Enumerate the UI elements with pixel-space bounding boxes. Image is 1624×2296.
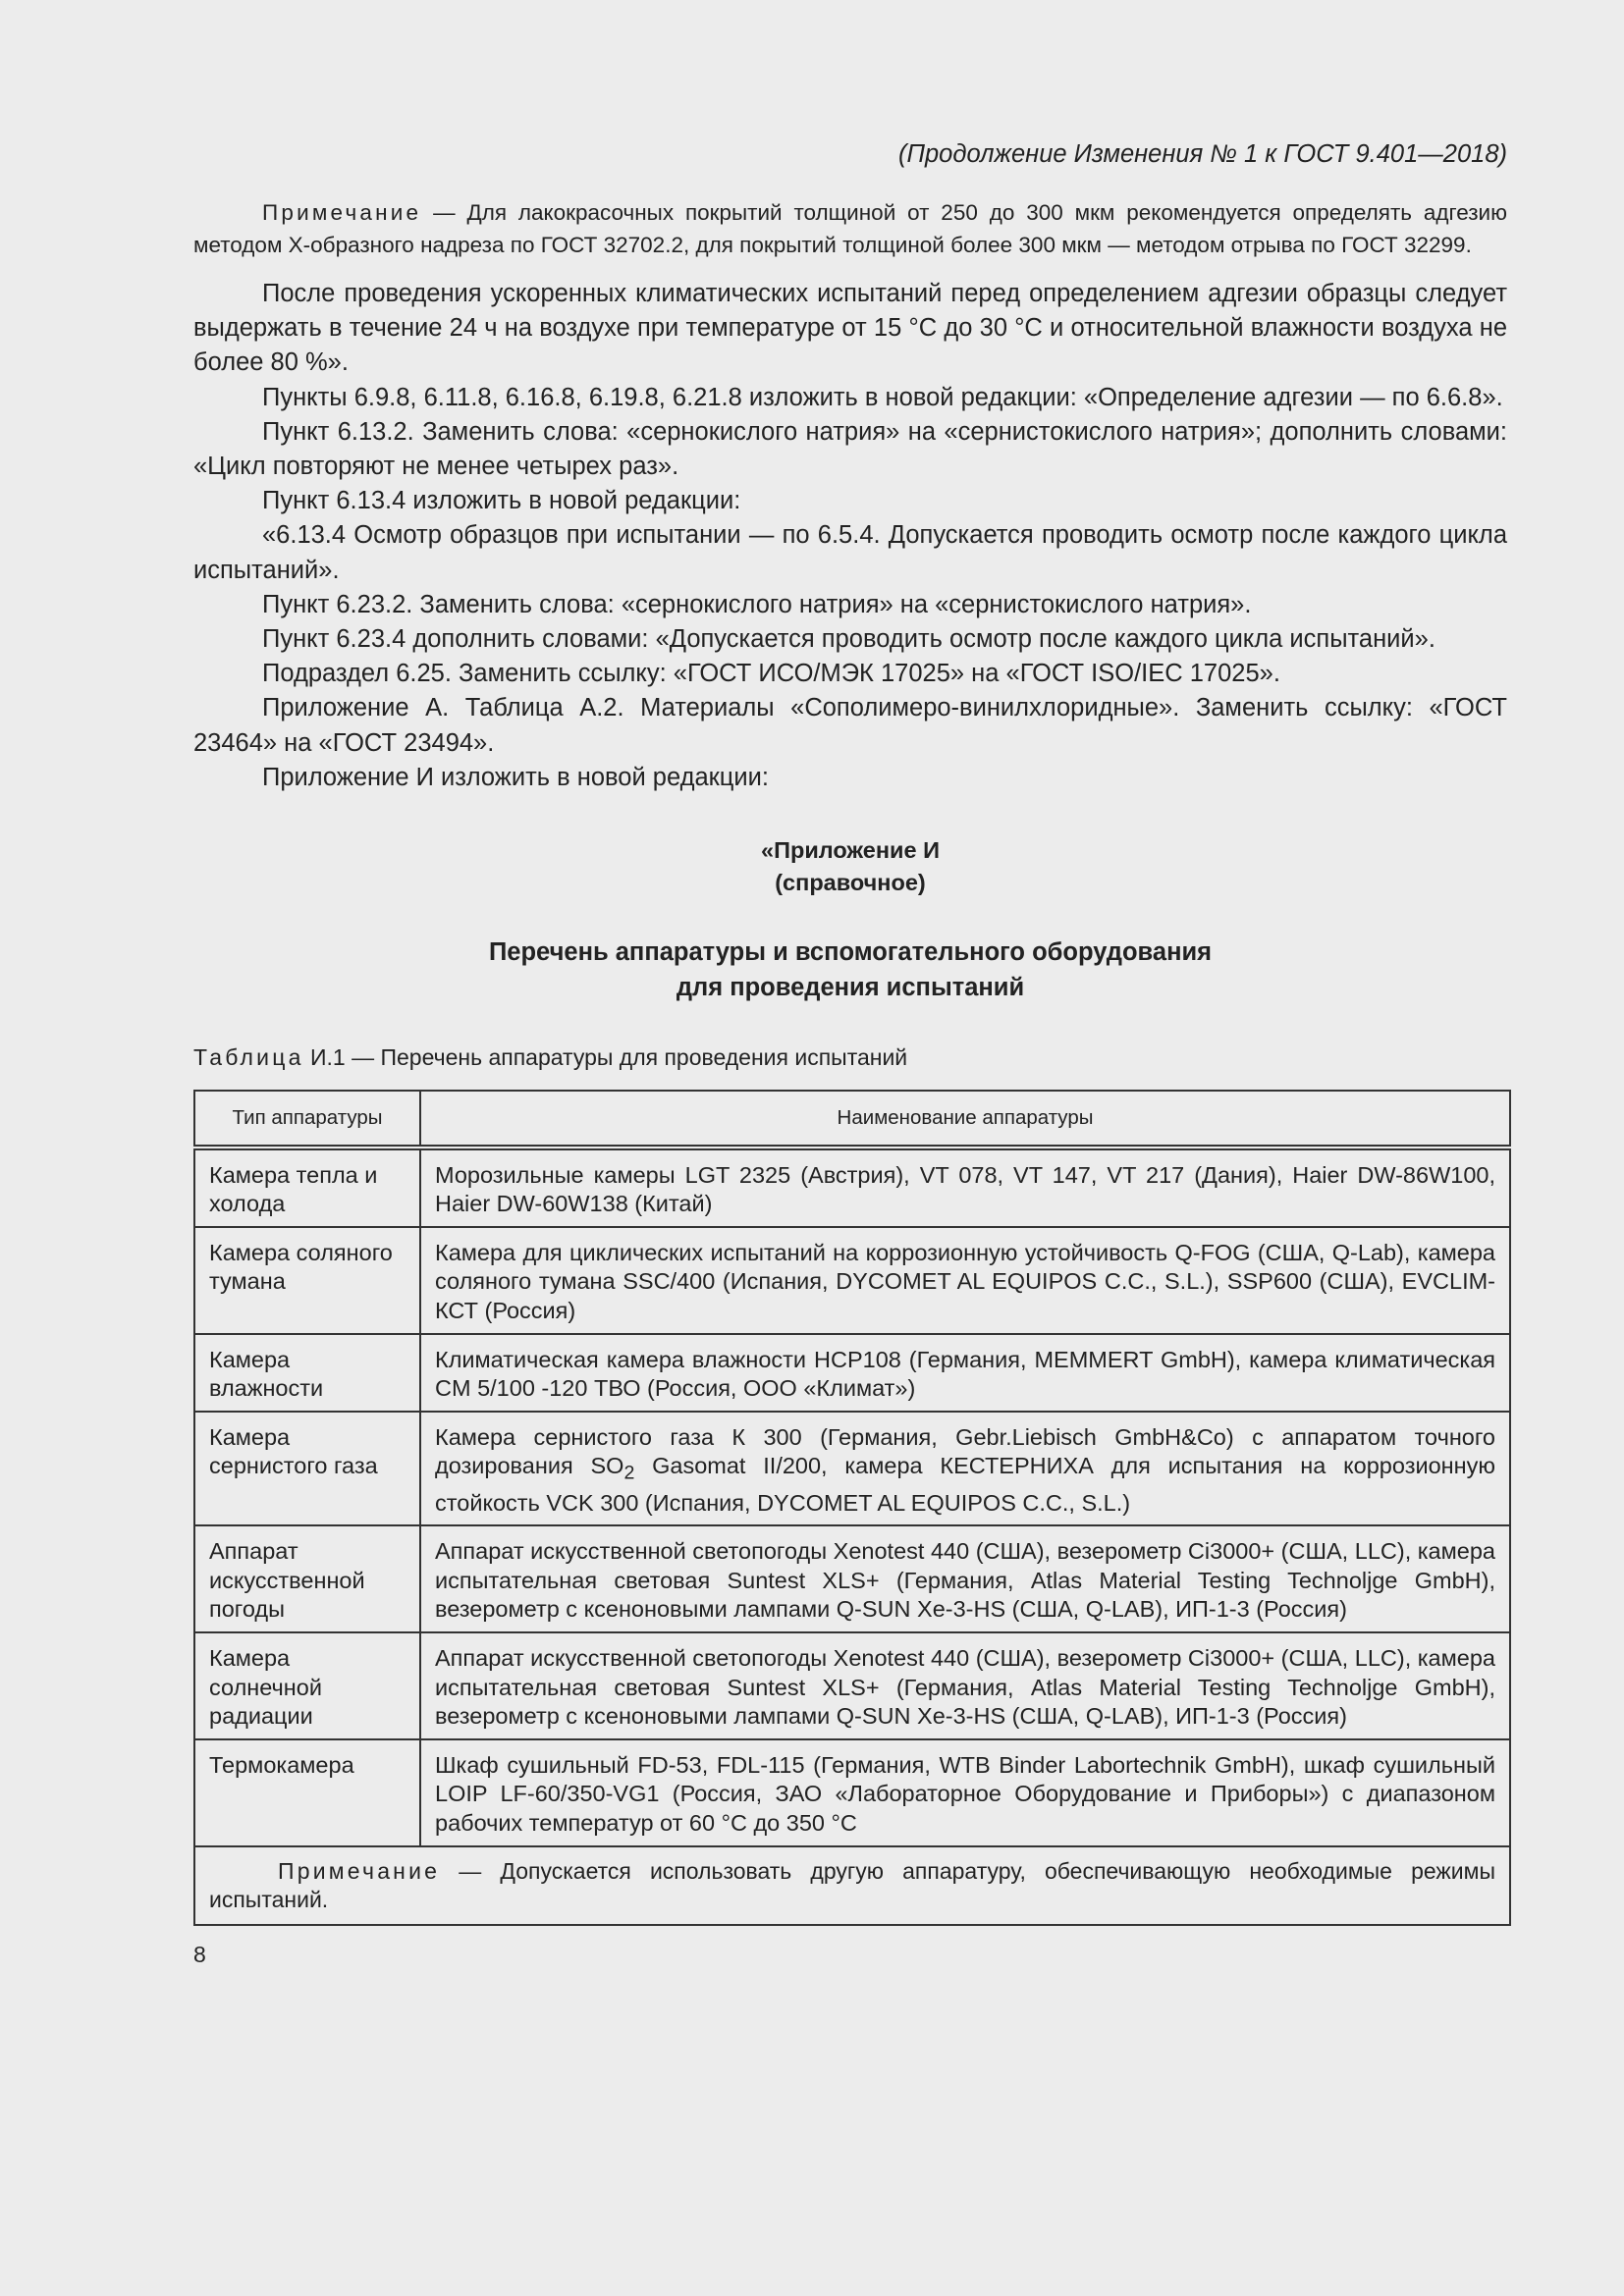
note-text: — Для лакокрасочных покрытий толщиной от 250 до 300 мкм рекомендуется определять адгезию методом Х-образного надреза по ГОСТ 32702.2, для покрытий толщиной более 300 мкм — методом отрыва по ГОСТ 32299. (193, 200, 1507, 257)
cell-type: Камера сернистого газа (194, 1412, 420, 1525)
paragraph-aging: После проведения ускоренных климатических испытаний перед определением адгезии образцы следует выдержать в течение 24 ч на воздухе при температуре от 15 °С до 30 °С и относительной влажности воздуха не более 80 %». (193, 280, 1507, 377)
title-line-1: Перечень аппаратуры и вспомогательного оборудования (488, 938, 1213, 967)
table-row (194, 1334, 1510, 1412)
page-content (193, 137, 1507, 1969)
table-note-label: Примечание (278, 1857, 441, 1884)
paragraph-item-6132: Пункт 6.13.2. Заменить слова: «сернокислого натрия» на «сернистокислого натрия»; дополнить словами: «Цикл повторяют не менее четырех раз». (193, 417, 1507, 481)
table-note (194, 1846, 1510, 1925)
note-label: Примечание (262, 200, 422, 225)
paragraph-subsection-625: Подраздел 6.25. Заменить ссылку: «ГОСТ ИСО/МЭК 17025» на «ГОСТ ISO/IEC 17025». (262, 660, 1280, 688)
paragraph-appendix-i: Приложение И изложить в новой редакции: (262, 763, 769, 791)
cell-type: Аппарат искусственной погоды (194, 1525, 420, 1632)
cell-name: Климатическая камера влажности HCP108 (Германия, MEMMERT GmbH), камера климатическая CM 5/100 -120 ТВО (Россия, ООО «Климат») (420, 1334, 1510, 1412)
cell-type: Термокамера (194, 1739, 420, 1846)
table-header-row (194, 1091, 1510, 1148)
appendix-status: (справочное) (775, 870, 926, 896)
paragraph-item-6134-text: «6.13.4 Осмотр образцов при испытании — по 6.5.4. Допускается проводить осмотр после каждого цикла испытаний». (193, 521, 1507, 584)
cell-name-part-1: Камера сернистого газа К 300 (Германия, Gebr.Liebisch GmbH&Co) с аппаратом точного дозирования SO (435, 1423, 1495, 1479)
paragraph-item-6234: Пункт 6.23.4 дополнить словами: «Допускается проводить осмотр после каждого цикла испытаний». (262, 625, 1435, 654)
cell-name (420, 1412, 1510, 1525)
table-row (194, 1148, 1510, 1227)
page-number: 8 (193, 1941, 206, 1967)
cell-name: Морозильные камеры LGT 2325 (Австрия), VT 078, VT 147, VT 217 (Дания), Haier DW-86W100, Haier DW-60W138 (Китай) (420, 1148, 1510, 1227)
cell-type: Камера солнечной радиации (194, 1632, 420, 1739)
appendix-title: «Приложение И (761, 837, 940, 864)
note-adhesion (193, 196, 1507, 261)
running-header: (Продолжение Изменения № 1 к ГОСТ 9.401—2018) (898, 140, 1507, 168)
table-row (194, 1227, 1510, 1334)
cell-type: Камера тепла и холода (194, 1148, 420, 1227)
cell-name: Аппарат искусственной светопогоды Xenotest 440 (США), везерометр Ci3000+ (США, LLC), камера испытательная световая Suntest XLS+ (Германия, Atlas Material Testing Technoljge GmbH), везерометр с ксеноновыми лампами Q-SUN Xe-3-HS (США, Q-LAB), ИП-1-3 (Россия) (420, 1525, 1510, 1632)
table-row (194, 1412, 1510, 1525)
title-line-2: для проведения испытаний (676, 974, 1025, 1002)
table-row (194, 1739, 1510, 1846)
paragraph-appendix-a: Приложение А. Таблица А.2. Материалы «Сополимеро-винилхлоридные». Заменить ссылку: «ГОСТ 23464» на «ГОСТ 23494». (193, 694, 1507, 757)
table-caption (193, 1042, 1507, 1072)
table-caption-text: И.1 — Перечень аппаратуры для проведения испытаний (303, 1044, 908, 1071)
header-equipment-type: Тип аппаратуры (194, 1091, 420, 1148)
paragraph-items-698: Пункты 6.9.8, 6.11.8, 6.16.8, 6.19.8, 6.21.8 изложить в новой редакции: «Определение адгезии — по 6.6.8». (262, 383, 1503, 411)
table-note-row (194, 1846, 1510, 1925)
cell-name: Камера для циклических испытаний на коррозионную устойчивость Q-FOG (США, Q-Lab), камера соляного тумана SSC/400 (Испания, DYCOMET AL EQUIPOS C.C., S.L.), SSP600 (США), EVCLIM-КСТ (Россия) (420, 1227, 1510, 1334)
paragraph-item-6134-intro: Пункт 6.13.4 изложить в новой редакции: (262, 487, 741, 515)
appendix-subject-title (193, 934, 1507, 1005)
header-equipment-name: Наименование аппаратуры (420, 1091, 1510, 1148)
cell-name-part-2: Gasomat II/200, камера КЕСТЕРНИХА для испытания на коррозионную стойкость VCK 300 (Испания, DYCOMET AL EQUIPOS C.C., S.L.) (435, 1453, 1495, 1516)
cell-type: Камера соляного тумана (194, 1227, 420, 1334)
table-caption-label: Таблица (193, 1044, 304, 1071)
subscript-2: 2 (623, 1463, 635, 1485)
cell-name: Аппарат искусственной светопогоды Xenotest 440 (США), везерометр Ci3000+ (США, LLC), камера испытательная световая Suntest XLS+ (Германия, Atlas Material Testing Technoljge GmbH), везерометр с ксеноновыми лампами Q-SUN Xe-3-HS (США, Q-LAB), ИП-1-3 (Россия) (420, 1632, 1510, 1739)
appendix-heading (193, 834, 1507, 899)
paragraph-item-6232: Пункт 6.23.2. Заменить слова: «сернокислого натрия» на «сернистокислого натрия». (262, 590, 1252, 618)
table-note-text: — Допускается использовать другую аппаратуру, обеспечивающую необходимые режимы испытаний. (209, 1857, 1495, 1913)
cell-name: Шкаф сушильный FD-53, FDL-115 (Германия, WTB Binder Labortechnik GmbH), шкаф сушильный LOIP LF-60/350-VG1 (Россия, ЗАО «Лабораторное Оборудование и Приборы») с диапазоном рабочих температур от 60 °С до 350 °С (420, 1739, 1510, 1846)
table-row (194, 1632, 1510, 1739)
cell-type: Камера влажности (194, 1334, 420, 1412)
equipment-table (193, 1090, 1511, 1926)
table-row (194, 1525, 1510, 1632)
